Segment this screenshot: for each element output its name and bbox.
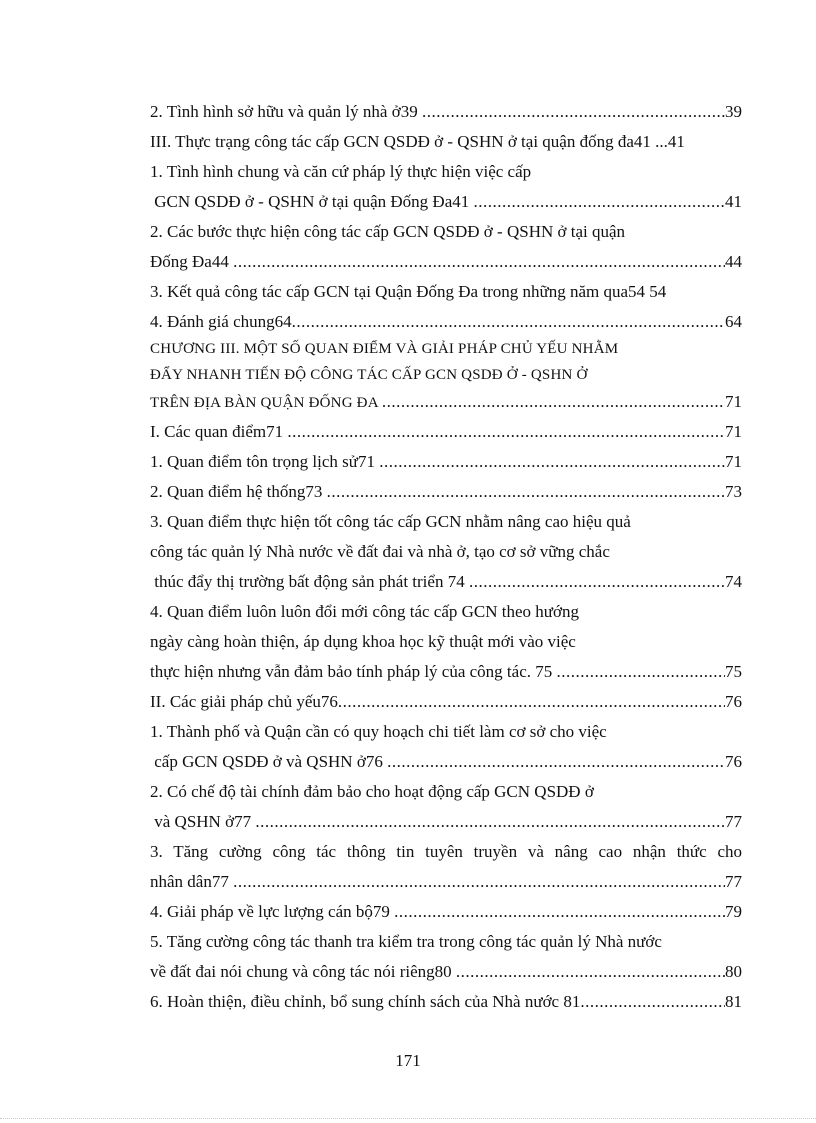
page-number: 171 [395,1051,421,1070]
toc-entry[interactable] [150,571,742,593]
toc-entry-text: 1. Tình hình chung và căn cứ pháp lý thực hiện việc cấp [150,162,532,181]
toc-entry[interactable] [150,281,742,303]
toc-entry-text: 3. Quan điểm thực hiện tốt công tác cấp GCN nhằm nâng cao hiệu quả [150,512,631,531]
toc-page-number: 76 [725,692,742,711]
toc-entry-text: 2. Có chế độ tài chính đảm bảo cho hoạt động cấp GCN QSDĐ ở [150,782,594,801]
toc-entry-text: 4. Quan điểm luôn luôn đổi mới công tác cấp GCN theo hướng [150,602,579,621]
toc-entry-text: TRÊN ĐỊA BÀN QUẬN ĐỐNG ĐA [150,395,382,411]
toc-page-number: 75 [725,662,742,681]
toc-entry[interactable] [150,841,742,863]
toc-page-number: 77 [725,812,742,831]
toc-page-number: 80 [725,962,742,981]
toc-entry[interactable] [150,191,742,213]
toc-entry-text: 6. Hoàn thiện, điều chỉnh, bổ sung chính sách của Nhà nước 81 [150,992,581,1011]
toc-entry[interactable] [150,511,742,533]
toc-entry-text: GCN QSDĐ ở - QSHN ở tại quận Đống Đa41 [150,192,474,211]
toc-entry-text: về đất đai nói chung và công tác nói riêng80 [150,962,456,981]
toc-page-number: 71 [725,422,742,441]
toc-page-number: 64 [725,312,742,331]
toc-entry-text: và QSHN ở77 [150,812,256,831]
toc-entry-text: ĐẨY NHANH TIẾN ĐỘ CÔNG TÁC CẤP GCN QSDĐ Ở - QSHN Ở [150,367,588,383]
toc-entry[interactable] [150,251,742,273]
toc-entry[interactable] [150,931,742,953]
toc-entry[interactable] [150,751,742,773]
toc-entry-text: CHƯƠNG III. MỘT SỐ QUAN ĐIỂM VÀ GIẢI PHÁP CHỦ YẾU NHẰM [150,341,619,357]
toc-entry-text: cấp GCN QSDĐ ở và QSHN ở76 [150,752,388,771]
toc-leader-dots [255,811,725,833]
toc-leader-dots [233,871,725,893]
toc-entry-text: 3. Kết quả công tác cấp GCN tại Quận Đống Đa trong những năm qua54 54 [150,282,667,301]
toc-page-number: 41 [725,192,742,211]
toc-entry-text: ngày càng hoàn thiện, áp dụng khoa học kỹ thuật mới vào việc [150,632,576,651]
toc-entry[interactable] [150,541,742,563]
chapter-heading[interactable] [150,338,742,360]
toc-leader-dots [387,751,725,773]
toc-entry-text: 4. Đánh giá chung64 [150,312,292,331]
toc-entry-text: thực hiện nhưng vẫn đảm bảo tính pháp lý của công tác. 75 [150,662,557,681]
toc-entry[interactable] [150,901,742,923]
toc-page-number: 39 [725,102,742,121]
toc-entry-text: thúc đẩy thị trường bất động sản phát triển 74 [150,572,469,591]
toc-entry[interactable] [150,691,742,713]
toc-leader-dots [557,661,726,683]
toc-page-number: 79 [725,902,742,921]
toc-entry-text: 2. Quan điểm hệ thống73 [150,482,327,501]
toc-entry-text: II. Các giải pháp chủ yếu76 [150,692,338,711]
toc-entry-text: 2. Tình hình sở hữu và quản lý nhà ở39 [150,102,422,121]
toc-entry[interactable] [150,631,742,653]
toc-leader-dots [382,391,725,413]
toc-page-number: 73 [725,482,742,501]
toc-entry[interactable] [150,131,742,153]
toc-entry[interactable] [150,781,742,803]
toc-entry[interactable] [150,161,742,183]
toc-entry[interactable] [150,661,742,683]
toc-page-number: 71 [725,452,742,471]
toc-entry[interactable] [150,101,742,123]
toc-leader-dots [474,191,726,213]
toc-entry-text: 5. Tăng cường công tác thanh tra kiểm tra trong công tác quản lý Nhà nước [150,932,662,951]
toc-leader-dots [580,991,725,1013]
toc-entry[interactable] [150,811,742,833]
toc-entry-text: I. Các quan điểm71 [150,422,288,441]
toc-entry[interactable] [150,871,742,893]
toc-leader-dots [287,421,725,443]
toc-entry[interactable] [150,311,742,333]
toc-entry[interactable] [150,991,742,1013]
toc-leader-dots [379,451,725,473]
toc-leader-dots [233,251,725,273]
toc-entry[interactable] [150,601,742,623]
toc-page-number: 71 [725,392,742,411]
toc-entry-text: 1. Thành phố và Quận cần có quy hoạch chi tiết làm cơ sở cho việc [150,722,607,741]
toc-page-number: 77 [725,872,742,891]
toc-entry[interactable] [150,721,742,743]
toc-leader-dots [422,101,725,123]
toc-page-number: 74 [725,572,742,591]
toc-entry[interactable] [150,221,742,243]
toc-entry-text: công tác quản lý Nhà nước về đất đai và nhà ở, tạo cơ sở vững chắc [150,542,610,561]
toc-leader-dots [469,571,725,593]
toc-entry-text: nhân dân77 [150,872,234,891]
toc-entry-text: 2. Các bước thực hiện công tác cấp GCN QSDĐ ở - QSHN ở tại quận [150,222,626,241]
toc-leader-dots [292,311,725,333]
toc-leader-dots [394,901,725,923]
toc-entry-text: III. Thực trạng công tác cấp GCN QSDĐ ở - QSHN ở tại quận đống đa41 ...41 [150,132,685,151]
toc-page-number: 76 [725,752,742,771]
toc-leader-dots [327,481,725,503]
toc-leader-dots [456,961,725,983]
toc-page-number: 44 [725,252,742,271]
toc-entry[interactable] [150,421,742,443]
toc-page-number: 81 [725,992,742,1011]
chapter-heading[interactable] [150,391,742,414]
toc-leader-dots [338,691,725,713]
page-bottom-divider [0,1118,816,1119]
toc-entry-text: Đống Đa44 [150,252,234,271]
chapter-heading[interactable] [150,364,742,386]
toc-entry[interactable] [150,451,742,473]
toc-entry-text: 4. Giải pháp về lực lượng cán bộ79 [150,902,395,921]
toc-entry-text: 1. Quan điểm tôn trọng lịch sử71 [150,452,380,471]
toc-entry-text: 3. Tăng cường công tác thông tin tuyên truyền và nâng cao nhận thức cho [150,842,742,861]
toc-entry[interactable] [150,481,742,503]
toc-entry[interactable] [150,961,742,983]
